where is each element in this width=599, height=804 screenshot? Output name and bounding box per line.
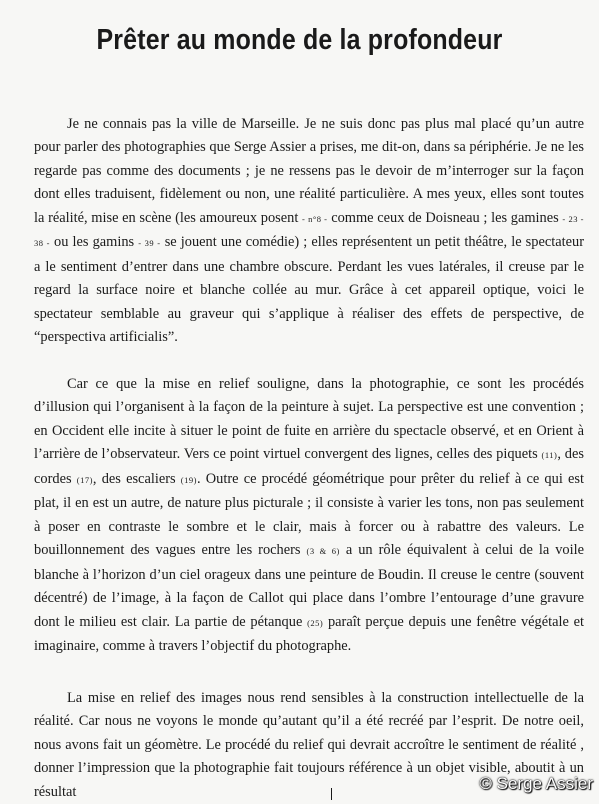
photo-reference: - n°8 - <box>302 213 328 224</box>
paragraph-1-block <box>34 113 584 350</box>
text-segment: Car ce que la mise en relief souligne, dans la photographie, ce sont les procédés d’illusion qui l’organisent à la façon de la peinture à sujet. La perspective est une convention ; en Occident elle incite à situer le point de fuite en arrière du spectacle observé, et en Orient à l’arrière de l’observateur. Vers ce point virtuel convergent des lignes, celles des piquets <box>34 376 584 463</box>
text-segment: paraît perçue depuis une fenêtre végétale et imaginaire, comme à travers l’objectif du photographe. <box>34 613 584 654</box>
photo-reference: (19) <box>180 474 197 485</box>
photo-reference: (17) <box>76 474 93 485</box>
page-marker <box>331 788 332 800</box>
text-segment: se jouent une comédie) ; elles représentent un petit théâtre, le spectateur a le sentiment d’entrer dans une chambre obscure. Perdant les vues latérales, il creuse par le regard la surface noire et blanche collée au mur. Grâce à cet appareil optique, voici le spectateur semblable au graveur qui s’applique à réaliser des effets de perspective, de “perspectiva artificialis”. <box>34 234 584 346</box>
text-segment: Je ne connais pas la ville de Marseille. Je ne suis donc pas plus mal placé qu’un autre pour parler des photographies que Serge Assier a prises, me dit-on, dans sa périphérie. Je ne les regarde pas comme des documents ; je ne ressens pas le devoir de m’interroger sur la façon dont elles traduisent, fidèlement ou non, une réalité particulière. A mes yeux, elles sont toutes la réalité, mise en scène (les amoureux posent <box>34 116 584 226</box>
text-segment: . Outre ce procédé géométrique pour prêter du relief à ce qui est plat, il en est un autre, de nature plus picturale ; il consiste à varier les tons, non pas seulement à poser en contraste le sombre et le clair, mais à forcer ou à rabattre des valeurs. Le bouillonnement des vagues entre les rochers <box>34 470 584 559</box>
text-segment: , des cordes <box>34 446 584 487</box>
text-segment: ou les gamins <box>49 234 139 251</box>
photo-reference: (25) <box>307 617 324 628</box>
paragraph <box>34 373 584 658</box>
page-title: Prêter au monde de la profondeur <box>96 24 503 56</box>
paragraph <box>34 113 584 350</box>
text-segment: comme ceux de Doisneau ; les gamines <box>327 209 563 226</box>
paragraph-2-block <box>34 373 584 658</box>
text-segment: La mise en relief des images nous rend sensibles à la construction intellectuelle de la réalité. Car nous ne voyons le monde qu’autant qu’il a été recréé par l’esprit. De notre oeil, nous avons fait un géomètre. Le procédé du relief qui devrait accroître le sentiment de réalité , donner l’impression que la photographie fait toujours référence à un objet visible, aboutit à un résultat <box>34 690 584 800</box>
copyright-watermark: © Serge Assier <box>479 774 593 793</box>
photo-reference: - 23 - 38 - <box>34 213 585 249</box>
text-segment: , des escaliers <box>92 470 181 487</box>
photo-reference: - 39 - <box>138 238 161 249</box>
photo-reference: (3 & 6) <box>306 546 340 557</box>
text-segment: a un rôle équivalent à celui de la voile blanche à l’horizon d’un ciel orageux dans une peinture de Boudin. Il creuse le centre (souvent décentré) de l’image, à la façon de Callot qui place dans l’ombre l’entourage d’une gravure dont le milieu est clair. La partie de pétanque <box>34 542 584 630</box>
photo-reference: (11) <box>541 450 558 461</box>
